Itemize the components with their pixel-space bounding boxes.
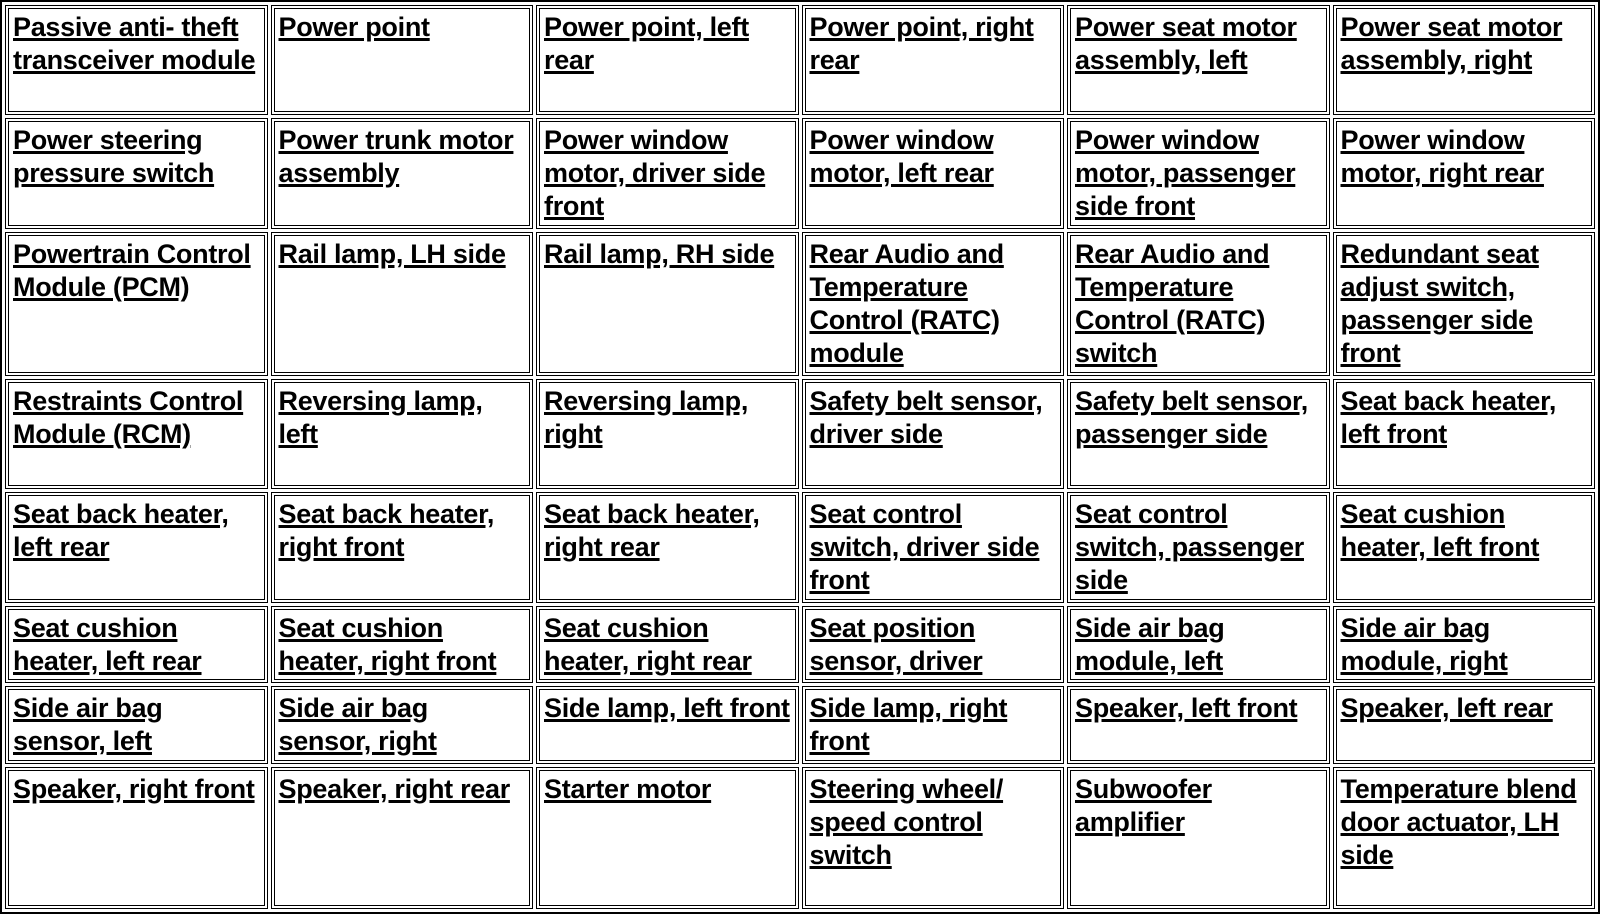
component-link[interactable]: Speaker, right front (13, 773, 255, 804)
component-link[interactable]: Seat back heater, left front (1340, 386, 1557, 450)
component-link[interactable]: Speaker, left rear (1340, 693, 1553, 724)
table-cell (1333, 767, 1596, 909)
table-row (5, 379, 1595, 489)
component-link[interactable]: Seat cushion heater, right front (278, 612, 497, 676)
table-cell (1333, 379, 1596, 489)
component-link[interactable]: Subwoofer amplifier (1075, 773, 1212, 837)
component-link[interactable]: Rear Audio and Temperature Control (RATC) switch (1075, 238, 1270, 368)
component-link[interactable]: Steering wheel/ speed control switch (809, 773, 1004, 870)
table-cell (536, 232, 799, 376)
table-cell (1067, 232, 1330, 376)
table-cell (1333, 686, 1596, 763)
table-cell (271, 232, 534, 376)
table-cell (802, 606, 1065, 683)
table-cell (802, 379, 1065, 489)
table-cell (1333, 118, 1596, 229)
component-link[interactable]: Power window motor, left rear (809, 124, 994, 188)
table-cell (5, 5, 268, 115)
component-link[interactable]: Power steering pressure switch (13, 124, 215, 188)
component-link[interactable]: Power window motor, driver side front (544, 124, 766, 221)
table-cell (271, 118, 534, 229)
table-cell (1333, 606, 1596, 683)
table-cell (1067, 118, 1330, 229)
component-link[interactable]: Redundant seat adjust switch, passenger side front (1340, 238, 1539, 368)
component-link[interactable]: Restraints Control Module (RCM) (13, 386, 244, 450)
component-link[interactable]: Seat cushion heater, left rear (13, 612, 202, 676)
component-link[interactable]: Power point (278, 12, 430, 42)
component-link[interactable]: Speaker, right rear (278, 773, 510, 804)
table-cell (1067, 5, 1330, 115)
component-link[interactable]: Seat back heater, left rear (13, 499, 229, 563)
table-cell (271, 492, 534, 603)
table-cell (271, 379, 534, 489)
table-cell (1333, 5, 1596, 115)
table-cell (536, 492, 799, 603)
component-link[interactable]: Power seat motor assembly, left (1075, 12, 1297, 75)
table-cell (5, 686, 268, 763)
table-cell (536, 379, 799, 489)
component-link[interactable]: Seat cushion heater, right rear (544, 612, 752, 676)
table-cell (1067, 492, 1330, 603)
table-cell (536, 686, 799, 763)
component-link[interactable]: Reversing lamp, right (544, 386, 749, 450)
component-link[interactable]: Power window motor, passenger side front (1075, 124, 1296, 221)
component-link[interactable]: Seat control switch, passenger side (1075, 499, 1304, 596)
table-row (5, 118, 1595, 229)
component-link[interactable]: Power seat motor assembly, right (1340, 12, 1563, 75)
table-row (5, 232, 1595, 376)
table-cell (1067, 767, 1330, 909)
component-link[interactable]: Power point, left rear (544, 12, 749, 75)
table-cell (802, 232, 1065, 376)
table-cell (271, 686, 534, 763)
table-cell (271, 5, 534, 115)
component-link[interactable]: Reversing lamp, left (278, 386, 483, 450)
table-cell (1333, 492, 1596, 603)
component-link[interactable]: Seat back heater, right front (278, 499, 495, 563)
table-row (5, 5, 1595, 115)
table-cell (802, 492, 1065, 603)
component-link[interactable]: Temperature blend door actuator, LH side (1340, 773, 1577, 870)
table-cell (5, 767, 268, 909)
table-row (5, 767, 1595, 909)
component-link[interactable]: Seat cushion heater, left front (1340, 499, 1540, 563)
table-cell (5, 492, 268, 603)
table-cell (536, 606, 799, 683)
component-link[interactable]: Seat position sensor, driver (809, 612, 983, 676)
component-link[interactable]: Starter motor (544, 773, 712, 804)
table-cell (536, 5, 799, 115)
table-cell (1067, 606, 1330, 683)
table-cell (1333, 232, 1596, 376)
component-link[interactable]: Safety belt sensor, passenger side (1075, 386, 1308, 450)
component-link[interactable]: Power window motor, right rear (1340, 124, 1544, 188)
component-link[interactable]: Side lamp, right front (809, 693, 1008, 757)
table-cell (1067, 686, 1330, 763)
table-cell (271, 606, 534, 683)
table-cell (5, 606, 268, 683)
table-row (5, 686, 1595, 763)
table-cell (802, 686, 1065, 763)
table-cell (536, 118, 799, 229)
component-link[interactable]: Power trunk motor assembly (278, 124, 514, 188)
table-cell (802, 5, 1065, 115)
table-row (5, 492, 1595, 603)
table-cell (5, 232, 268, 376)
table-cell (1067, 379, 1330, 489)
component-link[interactable]: Seat back heater, right rear (544, 499, 760, 563)
table-cell (802, 118, 1065, 229)
component-link[interactable]: Side lamp, left front (544, 693, 790, 724)
component-link[interactable]: Rear Audio and Temperature Control (RATC) module (809, 238, 1004, 368)
table-cell (5, 118, 268, 229)
table-row (5, 606, 1595, 683)
component-link[interactable]: Passive anti- theft transceiver module (13, 12, 256, 75)
component-link[interactable]: Seat control switch, driver side front (809, 499, 1040, 596)
component-link[interactable]: Rail lamp, RH side (544, 238, 775, 269)
table-cell (271, 767, 534, 909)
component-link[interactable]: Rail lamp, LH side (278, 238, 506, 269)
component-link[interactable]: Side air bag sensor, left (13, 693, 163, 757)
table-cell (802, 767, 1065, 909)
table-cell (536, 767, 799, 909)
table-cell (5, 379, 268, 489)
component-link[interactable]: Side air bag sensor, right (278, 693, 437, 757)
component-link[interactable]: Power point, right rear (809, 12, 1034, 75)
component-link[interactable]: Side air bag module, left (1075, 612, 1225, 676)
component-link[interactable]: Safety belt sensor, driver side (809, 386, 1043, 450)
component-link[interactable]: Side air bag module, right (1340, 612, 1508, 676)
component-link[interactable]: Powertrain Control Module (PCM) (13, 238, 251, 302)
component-link[interactable]: Speaker, left front (1075, 693, 1298, 724)
